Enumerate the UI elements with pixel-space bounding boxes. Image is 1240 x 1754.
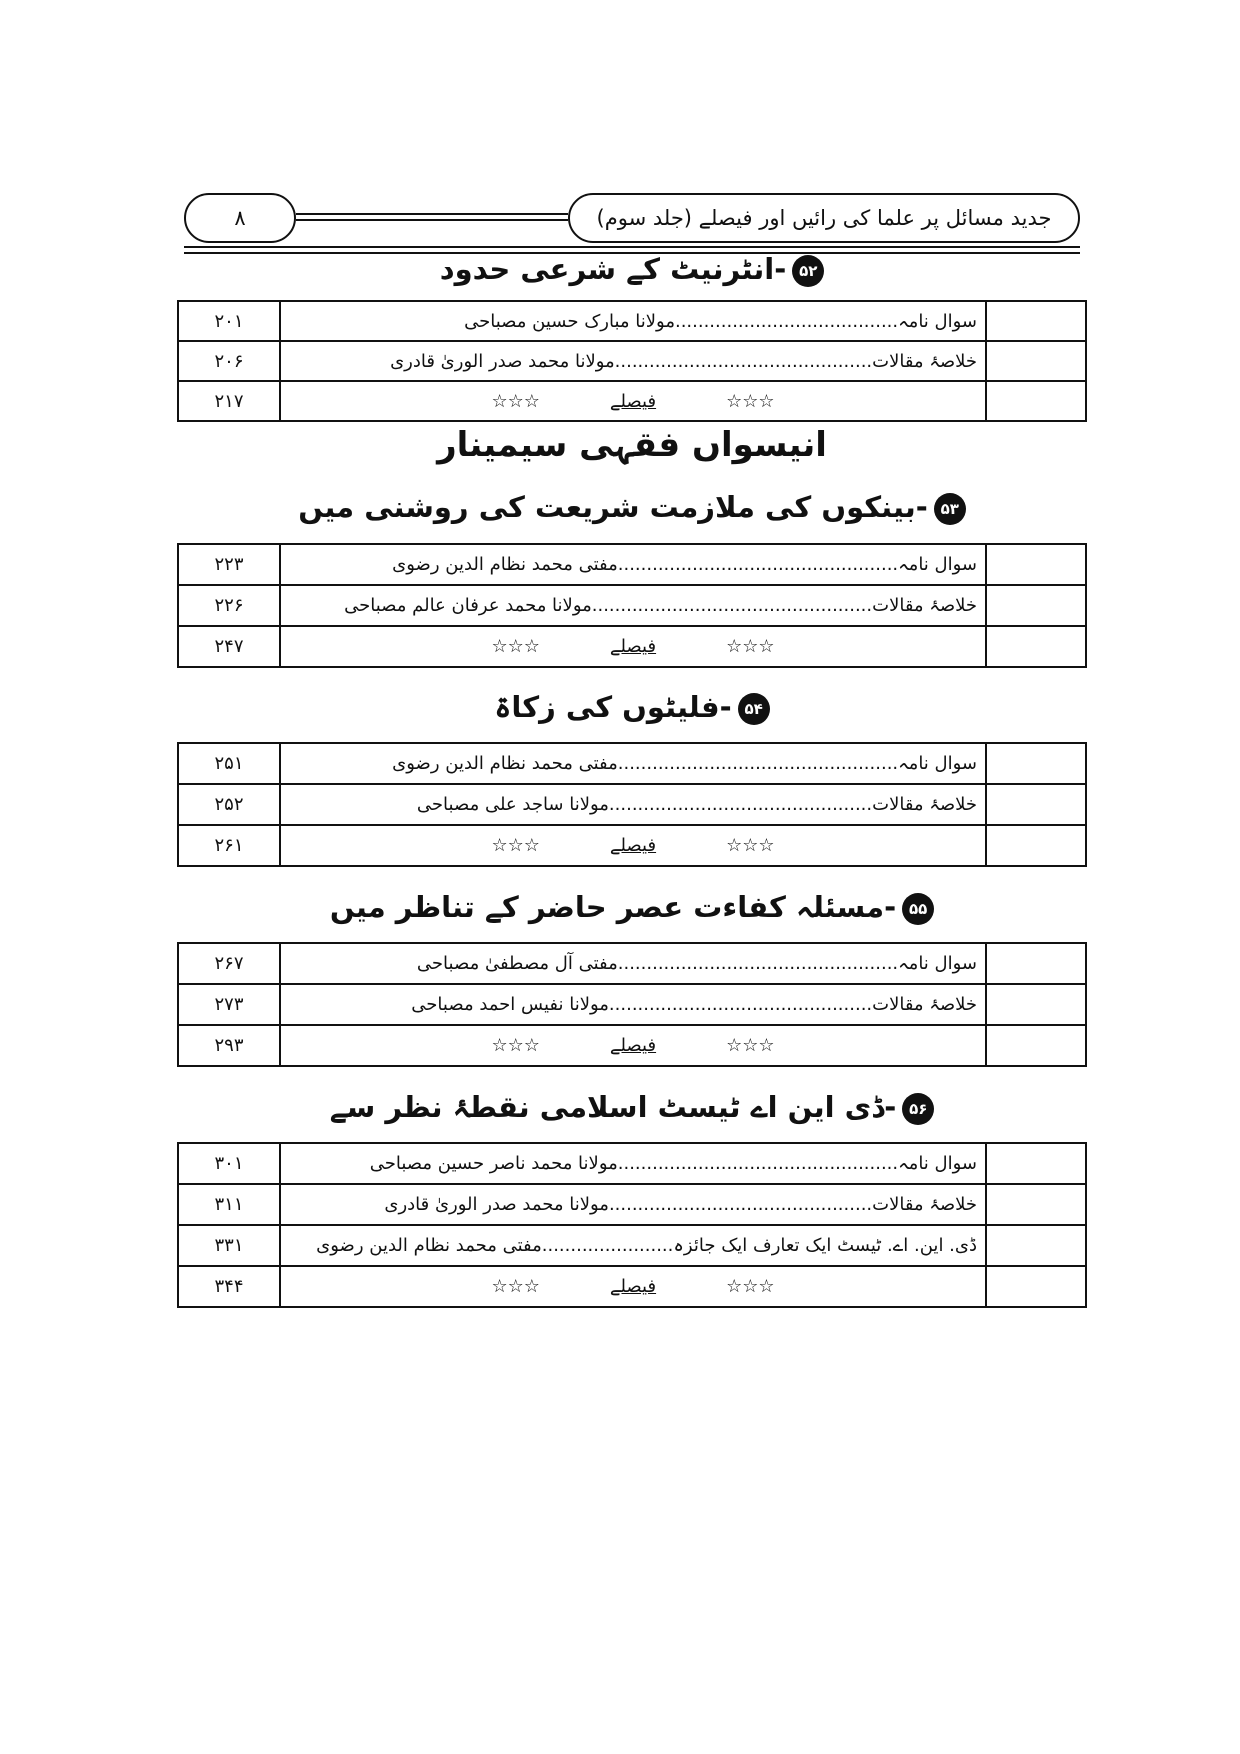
page-ref: ۲۲۶ (178, 585, 280, 626)
entry-text: خلاصۂ مقالات..............................................مولانا محمد صدر الوریٰ قادری (280, 1184, 986, 1225)
blank-cell (986, 1184, 1086, 1225)
page-ref: ۲۹۳ (178, 1025, 280, 1066)
section-title: ۵۳-بینکوں کی ملازمت شریعت کی روشنی میں (184, 490, 1080, 525)
table-row (178, 301, 1086, 341)
blank-cell (986, 1025, 1086, 1066)
page-ref: ۲۰۱ (178, 301, 280, 341)
table-row (178, 1266, 1086, 1307)
section-title-text: مسئلہ کفاءت عصر حاضر کے تناظر میں (329, 890, 885, 924)
entry-text: ڈی. این. اے. ٹیسٹ ایک تعارف ایک جائزہ.......................مفتی محمد نظام الدین رضوی (280, 1225, 986, 1266)
blank-cell (986, 341, 1086, 381)
stars: ☆☆☆ (491, 835, 540, 856)
page-ref: ۲۵۲ (178, 784, 280, 825)
stars: ☆☆☆ (491, 1035, 540, 1056)
section-title-text: فلیٹوں کی زکاۃ (494, 690, 720, 724)
page-ref: ۳۱۱ (178, 1184, 280, 1225)
section-title: ۵۶-ڈی این اے ٹیسٹ اسلامی نقطۂ نظر سے (184, 1090, 1080, 1125)
blank-cell (986, 301, 1086, 341)
stars: ☆☆☆ (726, 835, 775, 856)
table-row (178, 784, 1086, 825)
table-row (178, 381, 1086, 421)
stars: ☆☆☆ (491, 1276, 540, 1297)
decisions-label: فیصلے (609, 835, 657, 856)
entry-text: سوال نامہ.................................................مفتی محمد نظام الدین رضوی (280, 544, 986, 585)
entry-text: خلاصۂ مقالات..............................................مولانا ساجد علی مصباحی (280, 784, 986, 825)
entry-text: سوال نامہ.................................................مولانا محمد ناصر حسین مصباحی (280, 1143, 986, 1184)
toc-table (177, 1142, 1087, 1308)
toc-table (177, 543, 1087, 668)
blank-cell (986, 585, 1086, 626)
entry-text: خلاصۂ مقالات..............................................مولانا نفیس احمد مصباحی (280, 984, 986, 1025)
entry-text: سوال نامہ.................................................مفتی محمد نظام الدین رضوی (280, 743, 986, 784)
toc-table (177, 942, 1087, 1067)
stars: ☆☆☆ (726, 1035, 775, 1056)
section-title: ۵۵-مسئلہ کفاءت عصر حاضر کے تناظر میں (184, 890, 1080, 925)
decisions-label: فیصلے (609, 1276, 657, 1297)
table-row (178, 984, 1086, 1025)
page-ref: ۳۰۱ (178, 1143, 280, 1184)
table-row (178, 825, 1086, 866)
stars: ☆☆☆ (491, 390, 540, 412)
section-number-badge: ۵۳ (934, 493, 966, 525)
section-title-text: بینکوں کی ملازمت شریعت کی روشنی میں (298, 490, 916, 524)
blank-cell (986, 984, 1086, 1025)
toc-table (177, 300, 1087, 422)
page-ref: ۲۱۷ (178, 381, 280, 421)
section-number-badge: ۵۵ (902, 893, 934, 925)
stars: ☆☆☆ (491, 636, 540, 657)
decisions-cell (280, 825, 986, 866)
table-row (178, 1025, 1086, 1066)
blank-cell (986, 943, 1086, 984)
entry-text: خلاصۂ مقالات.................................................مولانا محمد عرفان عالم مصباحی (280, 585, 986, 626)
blank-cell (986, 381, 1086, 421)
page-ref: ۳۴۴ (178, 1266, 280, 1307)
header-divider (296, 219, 568, 221)
page-ref: ۲۶۱ (178, 825, 280, 866)
decisions-cell (280, 1025, 986, 1066)
entry-text: خلاصۂ مقالات.............................................مولانا محمد صدر الوریٰ قادری (280, 341, 986, 381)
page-number: ۸ (184, 193, 296, 243)
section-number-badge: ۵۲ (792, 255, 824, 287)
decisions-cell (280, 1266, 986, 1307)
blank-cell (986, 626, 1086, 667)
decisions-label: فیصلے (609, 636, 657, 657)
decisions-label: فیصلے (609, 390, 657, 412)
table-row (178, 626, 1086, 667)
stars: ☆☆☆ (726, 1276, 775, 1297)
seminar-heading: انیسواں فقہی سیمینار (437, 425, 827, 465)
entry-text: سوال نامہ.................................................مفتی آل مصطفیٰ مصباحی (280, 943, 986, 984)
book-title: جدید مسائل پر علما کی رائیں اور فیصلے (جلد سوم) (568, 193, 1080, 243)
page-ref: ۲۷۳ (178, 984, 280, 1025)
table-row (178, 743, 1086, 784)
header-divider (296, 213, 568, 215)
blank-cell (986, 544, 1086, 585)
table-row (178, 1143, 1086, 1184)
table-row (178, 341, 1086, 381)
decisions-cell (280, 381, 986, 421)
blank-cell (986, 1266, 1086, 1307)
decisions-label: فیصلے (609, 1035, 657, 1056)
blank-cell (986, 743, 1086, 784)
section-title: ۵۴-فلیٹوں کی زکاۃ (184, 690, 1080, 725)
decisions-cell (280, 626, 986, 667)
section-title-text: ڈی این اے ٹیسٹ اسلامی نقطۂ نظر سے (329, 1090, 885, 1124)
page-header (184, 193, 1080, 241)
table-row (178, 1184, 1086, 1225)
blank-cell (986, 1143, 1086, 1184)
stars: ☆☆☆ (726, 636, 775, 657)
blank-cell (986, 1225, 1086, 1266)
table-row (178, 943, 1086, 984)
section-number-badge: ۵۶ (902, 1093, 934, 1125)
blank-cell (986, 825, 1086, 866)
section-number-badge: ۵۴ (738, 693, 770, 725)
page-ref: ۲۶۷ (178, 943, 280, 984)
stars: ☆☆☆ (726, 390, 775, 412)
table-row (178, 544, 1086, 585)
section-title-text: انٹرنیٹ کے شرعی حدود (439, 252, 775, 286)
entry-text: سوال نامہ.......................................مولانا مبارک حسین مصباحی (280, 301, 986, 341)
page-ref: ۲۲۳ (178, 544, 280, 585)
page-ref: ۲۴۷ (178, 626, 280, 667)
header-rule (184, 246, 1080, 248)
page-ref: ۲۰۶ (178, 341, 280, 381)
table-row (178, 585, 1086, 626)
page-ref: ۲۵۱ (178, 743, 280, 784)
blank-cell (986, 784, 1086, 825)
section-title: ۵۲-انٹرنیٹ کے شرعی حدود (184, 252, 1080, 287)
page-ref: ۳۳۱ (178, 1225, 280, 1266)
toc-table (177, 742, 1087, 867)
table-row (178, 1225, 1086, 1266)
